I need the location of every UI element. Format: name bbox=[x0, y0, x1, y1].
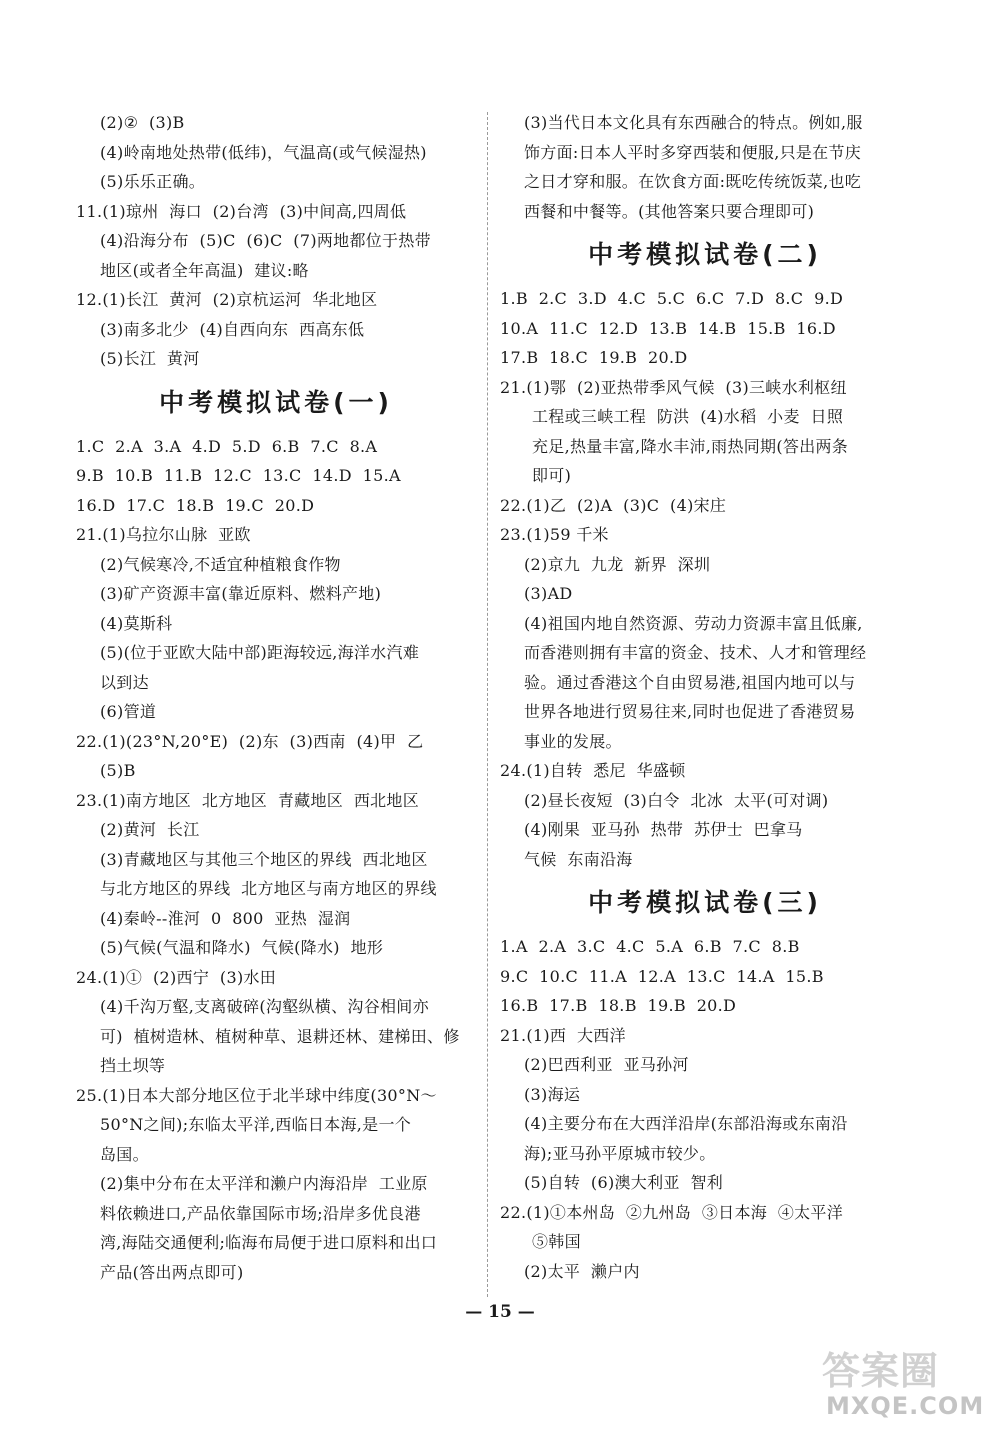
answer-line: (3)AD bbox=[524, 584, 573, 603]
answer-line: 气候 东南沿海 bbox=[524, 849, 633, 869]
answer-line: (2)气候寒冷,不适宜种植粮食作物 bbox=[100, 554, 341, 574]
answer-line: (3)海运 bbox=[524, 1084, 581, 1104]
answer-line: (5)乐乐正确。 bbox=[100, 172, 206, 191]
answer-line: (4)千沟万壑,支离破碎(沟壑纵横、沟谷相间亦 bbox=[100, 997, 429, 1016]
answer-line: 饰方面:日本人平时多穿西装和便服,只是在节庆 bbox=[524, 142, 862, 162]
answer-line: (2)昼长夜短 (3)白令 北冰 太平(可对调) bbox=[524, 790, 829, 810]
answer-line: 产品(答出两点即可) bbox=[100, 1262, 244, 1282]
answer-line: 地区(或者全年高温) 建议:略 bbox=[100, 260, 309, 280]
answer-line: (6)管道 bbox=[100, 702, 157, 721]
answer-line: 1.B 2.C 3.D 4.C 5.C 6.C 7.D 8.C 9.D bbox=[500, 289, 844, 308]
answer-line: 料依赖进口,产品依靠国际市场;沿岸多优良港 bbox=[100, 1203, 421, 1223]
page-number: — 15 — bbox=[465, 1302, 535, 1322]
answer-line: 1.A 2.A 3.C 4.C 5.A 6.B 7.C 8.B bbox=[500, 937, 800, 956]
answer-line: 25.(1)日本大部分地区位于北半球中纬度(30°N～ bbox=[76, 1085, 437, 1105]
answer-line: (5)长江 黄河 bbox=[100, 349, 200, 368]
answer-line: (5)B bbox=[100, 761, 136, 780]
answer-line: (4)岭南地处热带(低纬)，气温高(或气候湿热) bbox=[100, 142, 427, 162]
column-divider bbox=[487, 112, 488, 1297]
answer-line: 挡土坝等 bbox=[100, 1056, 166, 1075]
answer-line: 16.B 17.B 18.B 19.B 20.D bbox=[500, 996, 737, 1015]
answer-line: 24.(1)自转 悉尼 华盛顿 bbox=[500, 761, 686, 780]
answer-line: 11.(1)琼州 海口 (2)台湾 (3)中间高,四周低 bbox=[76, 201, 407, 221]
answer-line: ⑤韩国 bbox=[532, 1232, 581, 1251]
answer-line: 即可) bbox=[532, 466, 572, 485]
answer-line: 岛国。 bbox=[100, 1144, 149, 1164]
left-answer-column bbox=[76, 108, 476, 1287]
watermark-logo-text: 答案圈 bbox=[822, 1349, 940, 1393]
answer-line: 西餐和中餐等。(其他答案只要合理即可) bbox=[524, 201, 815, 221]
answer-line: 湾,海陆交通便利;临海布局便于进口原料和出口 bbox=[100, 1233, 438, 1252]
answer-line: 事业的发展。 bbox=[524, 731, 622, 751]
answer-line: (2)集中分布在太平洋和濑户内海沿岸 工业原 bbox=[100, 1174, 428, 1193]
answer-line: (5)(位于亚欧大陆中部)距海较远,海洋水汽难 bbox=[100, 643, 420, 662]
answer-line: (4)莫斯科 bbox=[100, 613, 173, 633]
answer-line: 12.(1)长江 黄河 (2)京杭运河 华北地区 bbox=[76, 290, 378, 309]
answer-line: (3)矿产资源丰富(靠近原料、燃料产地) bbox=[100, 584, 382, 603]
answer-line: 21.(1)鄂 (2)亚热带季风气候 (3)三峡水利枢纽 bbox=[500, 377, 847, 397]
answer-line: (4)刚果 亚马孙 热带 苏伊士 巴拿马 bbox=[524, 820, 803, 839]
answer-line: (3)当代日本文化具有东西融合的特点。例如,服 bbox=[524, 113, 863, 132]
answer-line: 海);亚马孙平原城市较少。 bbox=[524, 1143, 716, 1163]
answer-line: 23.(1)南方地区 北方地区 青藏地区 西北地区 bbox=[76, 790, 420, 810]
answer-line: (2)巴西利亚 亚马孙河 bbox=[524, 1055, 689, 1074]
answer-line: (2)太平 濑户内 bbox=[524, 1261, 640, 1281]
watermark-site-text: MXQE.COM bbox=[826, 1392, 985, 1420]
answer-line: 22.(1)乙 (2)A (3)C (4)宋庄 bbox=[500, 495, 727, 515]
answer-line: 充足,热量丰富,降水丰沛,雨热同期(答出两条 bbox=[532, 436, 849, 456]
answer-line: 可) 植树造林、植树种草、退耕还林、建梯田、修 bbox=[100, 1026, 460, 1046]
answer-line: 22.(1)(23°N,20°E) (2)东 (3)西南 (4)甲 乙 bbox=[76, 731, 424, 751]
answer-line: 9.B 10.B 11.B 12.C 13.C 14.D 15.A bbox=[76, 466, 401, 485]
answer-line: 世界各地进行贸易往来,同时也促进了香港贸易 bbox=[524, 702, 856, 721]
answer-line: 验。通过香港这个自由贸易港,祖国内地可以与 bbox=[524, 672, 856, 692]
answer-line: (2)京九 九龙 新界 深圳 bbox=[524, 554, 711, 574]
answer-line: 而香港则拥有丰富的资金、技术、人才和管理经 bbox=[524, 643, 867, 662]
answer-line: 10.A 11.C 12.D 13.B 14.B 15.B 16.D bbox=[500, 318, 836, 338]
section-title: 中考模拟试卷(二) bbox=[588, 240, 822, 269]
answer-line: (3)青藏地区与其他三个地区的界线 西北地区 bbox=[100, 849, 428, 869]
answer-line: (4)祖国内地自然资源、劳动力资源丰富且低廉, bbox=[524, 613, 863, 633]
answer-line: (3)南多北少 (4)自西向东 西高东低 bbox=[100, 319, 365, 339]
answer-line: 21.(1)乌拉尔山脉 亚欧 bbox=[76, 525, 251, 544]
answer-line: 工程或三峡工程 防洪 (4)水稻 小麦 日照 bbox=[532, 407, 844, 426]
answer-line: 9.C 10.C 11.A 12.A 13.C 14.A 15.B bbox=[500, 966, 824, 986]
answer-line: 17.B 18.C 19.B 20.D bbox=[500, 348, 688, 367]
section-title: 中考模拟试卷(三) bbox=[588, 888, 822, 917]
right-answer-column bbox=[500, 108, 910, 1286]
answer-line: 24.(1)① (2)西宁 (3)水田 bbox=[76, 967, 277, 987]
watermark-logo bbox=[820, 1340, 990, 1426]
answer-line: (5)自转 (6)澳大利亚 智利 bbox=[524, 1173, 724, 1192]
answer-line: 21.(1)西 大西洋 bbox=[500, 1025, 626, 1045]
answer-line: (4)秦岭--淮河 0 800 亚热 湿润 bbox=[100, 908, 351, 928]
answer-line: (4)主要分布在大西洋沿岸(东部沿海或东南沿 bbox=[524, 1114, 848, 1133]
answer-line: 1.C 2.A 3.A 4.D 5.D 6.B 7.C 8.A bbox=[76, 436, 378, 456]
answer-line: 50°N之间);东临太平洋,西临日本海,是一个 bbox=[100, 1115, 412, 1134]
answer-line: (2)黄河 长江 bbox=[100, 820, 200, 839]
answer-line: (4)沿海分布 (5)C (6)C (7)两地都位于热带 bbox=[100, 231, 431, 250]
section-title: 中考模拟试卷(一) bbox=[159, 387, 393, 417]
answer-line: (5)气候(气温和降水) 气候(降水) 地形 bbox=[100, 938, 384, 957]
answer-line: 之日才穿和服。在饮食方面:既吃传统饭菜,也吃 bbox=[524, 172, 862, 191]
answer-line: 23.(1)59 千米 bbox=[500, 525, 609, 544]
answer-line: 与北方地区的界线 北方地区与南方地区的界线 bbox=[100, 879, 437, 898]
answer-line: (2)② (3)B bbox=[100, 113, 185, 132]
answer-line: 以到达 bbox=[100, 672, 149, 692]
answer-line: 22.(1)①本州岛 ②九州岛 ③日本海 ④太平洋 bbox=[500, 1202, 844, 1222]
answer-line: 16.D 17.C 18.B 19.C 20.D bbox=[76, 495, 315, 515]
